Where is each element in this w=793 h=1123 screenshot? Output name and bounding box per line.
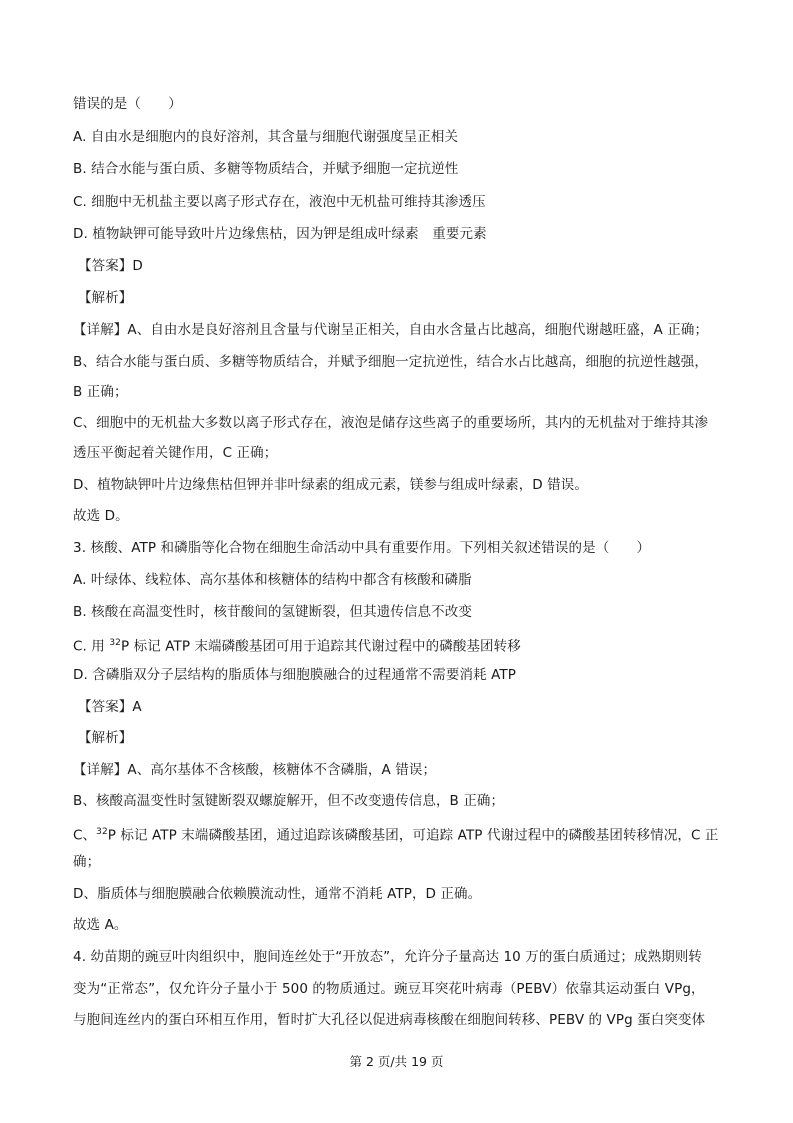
q3-detail-a: 【详解】A、高尔基体不含核酸，核糖体不含磷脂，A 错误； xyxy=(73,762,437,778)
q2-conclusion: 故选 D。 xyxy=(73,508,129,524)
q4-line-2: 变为“正常态”，仅允许分子量小于 500 的物质通过。豌豆耳突花叶病毒（PEBV）依靠其运动蛋白 VPg， xyxy=(73,981,705,997)
q4-line-3: 与胞间连丝内的蛋白环相互作用，暂时扩大孔径以促进病毒核酸在细胞间转移、PEBV 的 VPg 蛋白突变体 xyxy=(73,1012,706,1028)
q3-detail-d: D、脂质体与细胞膜融合依赖膜流动性，通常不消耗 ATP，D 正确。 xyxy=(73,886,482,902)
q2-detail-b-cont: B 正确； xyxy=(73,384,128,400)
page-footer: 第 2 页/共 19 页 xyxy=(349,1054,444,1069)
q2-detail-c: C、细胞中的无机盐大多数以离子形式存在，液泡是储存这些离子的重要场所，其内的无机盐对于维持其渗 xyxy=(73,415,709,431)
q3-option-b: B. 核酸在高温变性时，核苷酸间的氢键断裂，但其遗传信息不改变 xyxy=(73,604,472,620)
q2-detail-a: 【详解】A、自由水是良好溶剂且含量与代谢呈正相关，自由水含量占比越高，细胞代谢越旺盛，A 正确； xyxy=(73,322,709,338)
q3-detail-b: B、核酸高温变性时氢键断裂双螺旋解开，但不改变遗传信息，B 正确； xyxy=(73,793,505,809)
q2-stem-end: 错误的是（ ） xyxy=(73,96,182,112)
q3-option-d: D. 含磷脂双分子层结构的脂质体与细胞膜融合的过程通常不需要消耗 ATP xyxy=(73,667,516,683)
q3-option-c-prefix: C. 用 xyxy=(73,638,110,655)
q3-conclusion: 故选 A。 xyxy=(73,917,128,933)
q3-detail-c-prefix: C、 xyxy=(73,827,97,844)
q2-option-a: A. 自由水是细胞内的良好溶剂，其含量与细胞代谢强度呈正相关 xyxy=(73,129,459,145)
q3-stem: 3. 核酸、ATP 和磷脂等化合物在细胞生命活动中具有重要作用。下列相关叙述错误的是（ ） xyxy=(73,540,651,556)
q3-option-c-rest: P 标记 ATP 末端磷酸基团可用于追踪其代谢过程中的磷酸基团转移 xyxy=(120,638,521,655)
q2-option-c: C. 细胞中无机盐主要以离子形式存在，液泡中无机盐可维持其渗透压 xyxy=(73,194,486,210)
q4-line-1: 4. 幼苗期的豌豆叶肉组织中，胞间连丝处于“开放态”，允许分子量高达 10 万的蛋白质通过；成熟期则转 xyxy=(73,949,703,965)
q2-detail-d: D、植物缺钾叶片边缘焦枯但钾并非叶绿素的组成元素，镁参与组成叶绿素，D 错误。 xyxy=(73,477,588,493)
q3-detail-c-sup: 32 xyxy=(96,827,108,837)
q3-answer: 【答案】A xyxy=(78,699,142,715)
q3-detail-c-rest: P 标记 ATP 末端磷酸基团，通过追踪该磷酸基团，可追踪 ATP 代谢过程中的磷酸基团转移情况，C 正 xyxy=(107,827,719,844)
q2-option-b: B. 结合水能与蛋白质、多糖等物质结合，并赋予细胞一定抗逆性 xyxy=(73,161,459,177)
q2-option-d: D. 植物缺钾可能导致叶片边缘焦枯，因为钾是组成叶绿素 重要元素 xyxy=(73,226,487,242)
q2-analysis-label: 【解析】 xyxy=(78,290,133,306)
q3-option-a: A. 叶绿体、线粒体、高尔基体和核糖体的结构中都含有核酸和磷脂 xyxy=(73,572,472,588)
q2-detail-c-cont: 透压平衡起着关键作用，C 正确； xyxy=(73,445,278,461)
q2-detail-b: B、结合水能与蛋白质、多糖等物质结合，并赋予细胞一定抗逆性，结合水占比越高，细胞的抗逆性越强， xyxy=(73,354,708,370)
q2-answer: 【答案】D xyxy=(78,258,143,274)
q3-analysis-label: 【解析】 xyxy=(78,730,133,746)
q3-detail-c-cont: 确； xyxy=(73,854,101,870)
q3-detail-c xyxy=(73,823,723,845)
q3-option-c-sup: 32 xyxy=(109,638,121,648)
q3-option-c xyxy=(73,634,723,656)
